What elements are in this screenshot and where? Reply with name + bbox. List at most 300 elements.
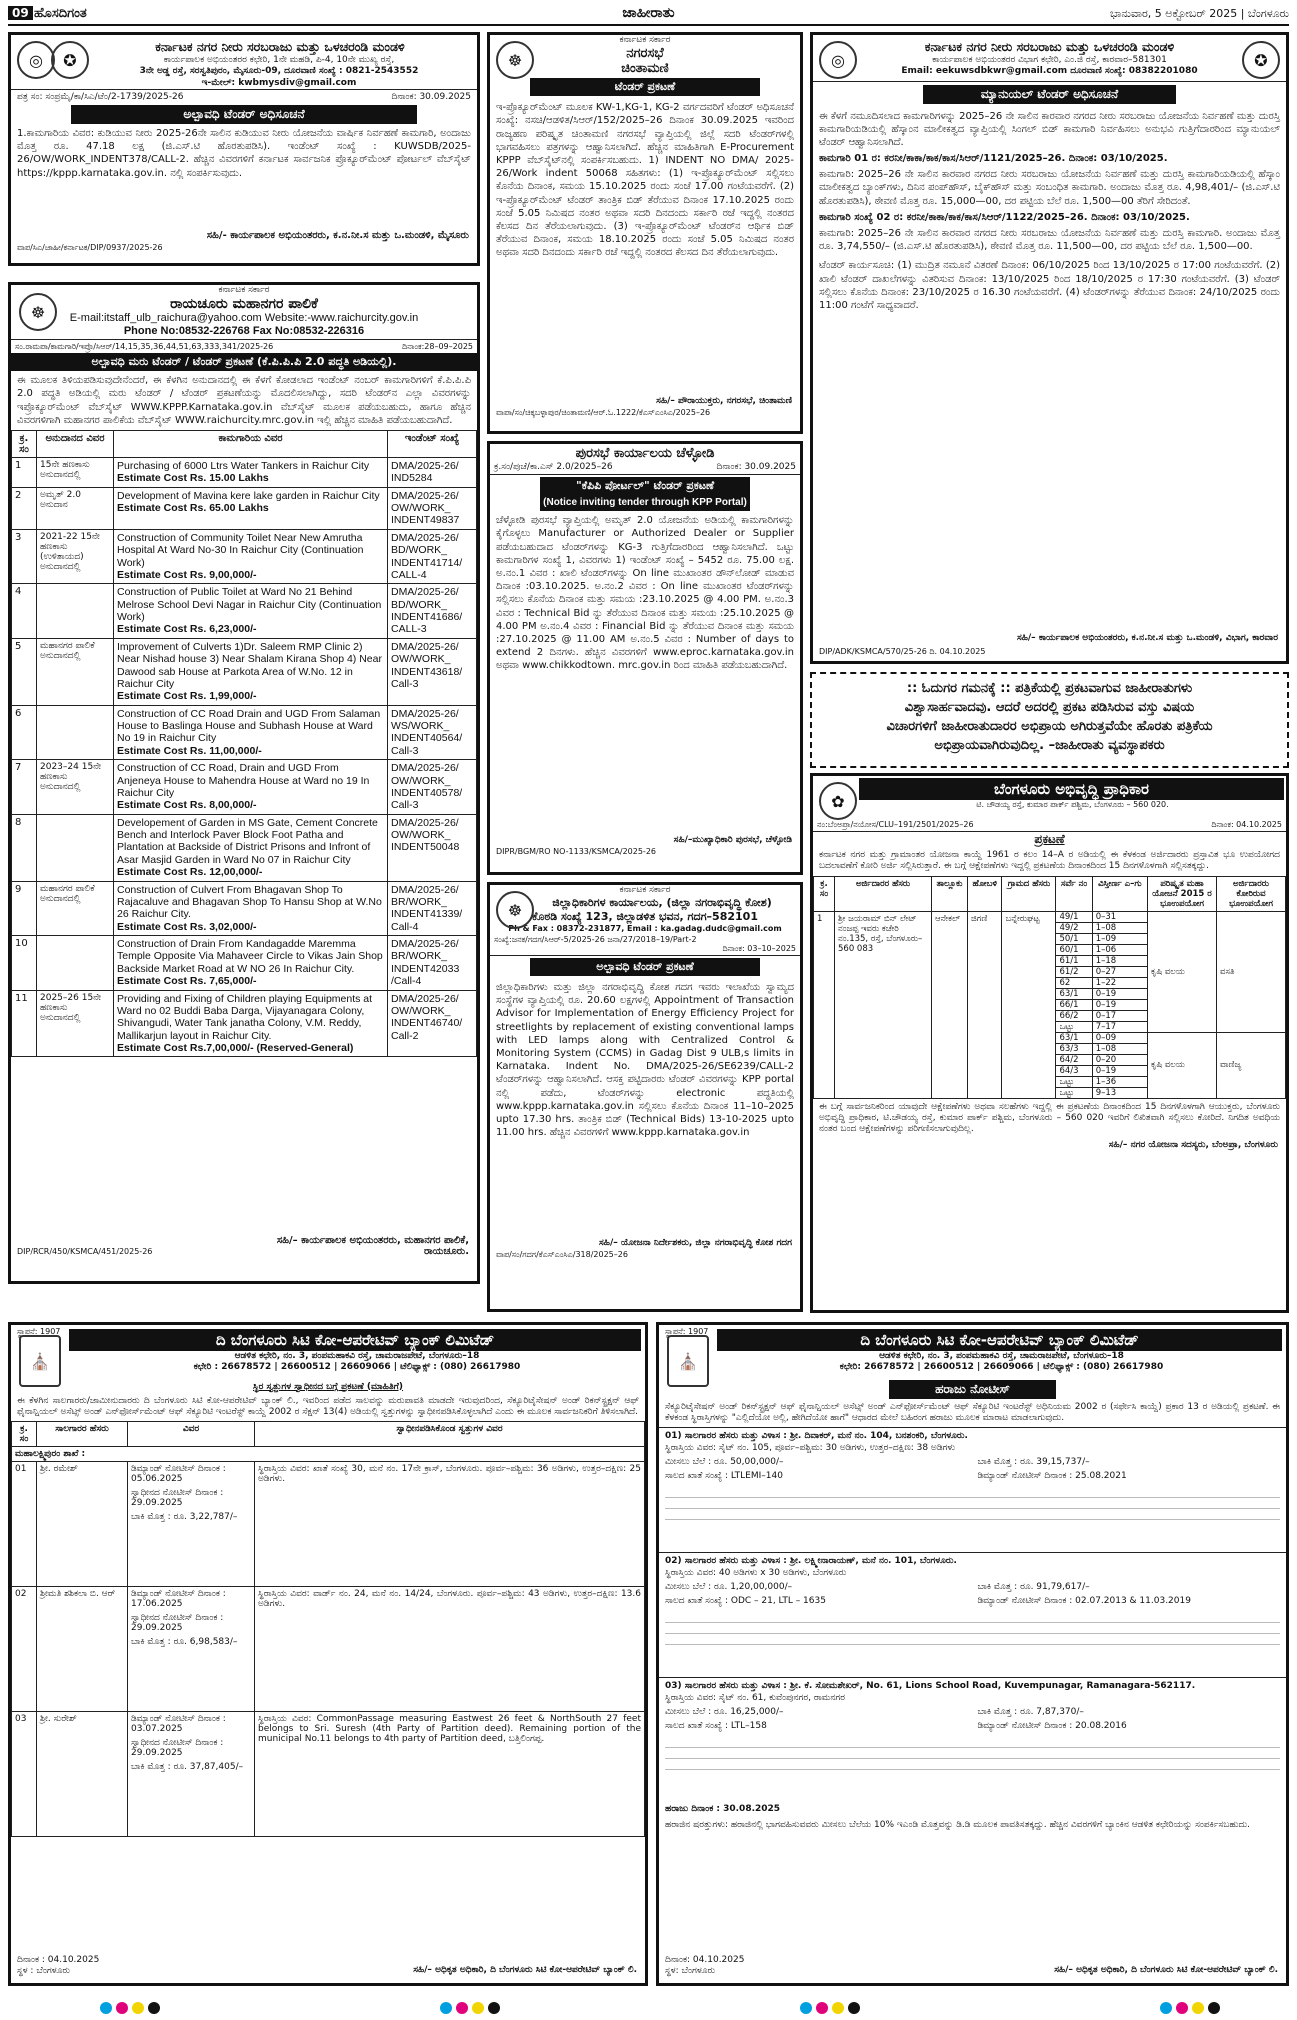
table-row <box>12 990 477 1057</box>
survey-area: 0–09 <box>1092 1032 1147 1043</box>
notice-body: ಜಿಲ್ಲಾಧಿಕಾರಿಗಳು ಮತ್ತು ಜಿಲ್ಲಾ ನಗರಾಭಿವೃದ್ಧಿ ಕೋಶ ಗದಗ ಇವರು ಇಲಾಖೆಯ ಸ್ವಾಮ್ಯದ ಸಂಸ್ಥೆಗಳ ವ್ಯಾಪ್ತಿಯಲ್ಲಿ ರೂ. 20.60 ಲಕ್ಷಗಳಲ್ಲಿ Appointment of Transaction Advisor for Implementation of Energy Efficiency Project for streetlights by replacement of existing conventional lamps with LED lamps along with Centralized Control & Monitoring System (CCMS) in Gadag Dist 9 ULB,s limits in Karnataka. Indent No. DMA/2025-26/SE6239/CALL-2 ಟೆಂಡರ್‌ಗಳನ್ನು ಆಹ್ವಾನಿಸಲಾಗಿದೆ. ಆಸಕ್ತ ಪಟ್ಟಿದಾರರು ಟೆಂಡರ್ ವಿವರಗಳನ್ನು KPP portal ನಲ್ಲಿ ಪಡೆದು, ಟೆಂಡರ್‌ಗಳನ್ನು electronic ಪದ್ಧತಿಯಲ್ಲಿ www.kppp.karnataka.gov.in ಸಲ್ಲಿಸಲು ಕೊನೆಯ ದಿನಾಂಕ 11–10–2025 upto 17.30 hrs. ತಾಂತ್ರಿಕ ಬಿಡ್ (Technical Bids) 13-10-2025 upto 11.00 hrs. ಹೆಚ್ಚಿನ ವಿವರಗಳಿಗೆ www.kppp.karnataka.gov.in <box>496 982 794 1139</box>
work-cell <box>114 457 388 487</box>
work-cell <box>114 936 388 991</box>
readers-notice <box>810 672 1289 768</box>
col-details: ವಿವರ <box>128 1422 255 1447</box>
survey-number: 62 <box>1056 977 1092 988</box>
survey-area: 0–19 <box>1092 999 1147 1010</box>
work-cell <box>114 529 388 584</box>
table-row <box>12 529 477 584</box>
estimate-cost: Estimate Cost Rs. 6,23,000/- <box>117 623 257 636</box>
notice-line-2: ವಿಶ್ವಾಸಾರ್ಹವಾದವು. ಆದರೆ ಅದರಲ್ಲಿ ಪ್ರಕಟ ಪಡಿಸಿರುವ ವಸ್ತು ವಿಷಯ <box>904 699 1195 715</box>
survey-area: 1–36 <box>1092 1076 1147 1087</box>
table-row <box>12 584 477 639</box>
survey-number: 63/1 <box>1056 1032 1092 1043</box>
office-line: ಕಾರ್ಯಪಾಲಕ ಅಭಿಯಂತರರ ಕಛೇರಿ, 1ನೇ ಮಹಡಿ, ಪಿ-4, 10ನೇ ಮುಖ್ಯ ರಸ್ತೆ, <box>163 55 395 65</box>
property-description: ಸ್ಥಿರಾಸ್ತಿಯ ವಿವರ: CommonPassage measuring Eastwest 26 feet & NorthSouth 27 feet belongs to Sri. Suresh (4th Party of Partition deed). Remaining portion of the municipal No.11 belongs to 4th party of Partition deed, ಬತ್ತಿಲಿಂಗಪ್ಪ. <box>255 1712 645 1837</box>
row-number: 6 <box>12 705 37 760</box>
notice-body: 1.ಕಾಮಗಾರಿಯ ವಿವರ: ಕುಡಿಯುವ ನೀರು 2025-26ನೇ ಸಾಲಿನ ಕುಡಿಯುವ ನೀರು ಯೋಜನೆಯ ವಾರ್ಷಿಕ ನಿರ್ವಹಣೆ ಕಾಮಗಾರಿ, ಅಂದಾಜು ಮೊತ್ತ ರೂ. 47.18 ಲಕ್ಷ (ಜಿ.ಎಸ್.ಟಿ ಹೊರತುಪಡಿಸಿ). ಇಂಡೆಂಟ್ ಸಂಖ್ಯೆ : KUWSDB/2025-26/OW/WORK_INDENT378/CALL-2. ಹೆಚ್ಚಿನ ವಿವರಗಳಿಗೆ ಕರ್ನಾಟಕ ಸಾರ್ವಜನಿಕ ಪ್ರೊಕ್ಯೂರ್‌ಮೆಂಟ್ ಪೋರ್ಟಲ್ ವೆಬ್‌ಸೈಟ್ https://kppp.karnataka.gov.in. ನಲ್ಲಿ ಸಂಪರ್ಕಿಸುವುದು. <box>17 128 471 179</box>
reserve-value: ಮೀಸಲು ಬೆಲೆ : ರೂ. 1,20,00,000/– <box>665 1582 793 1593</box>
date-value: ಡಿಮ್ಯಾಂಡ್ ನೋಟೀಸ್ ದಿನಾಂಕ : 25.08.2021 <box>977 1471 1127 1482</box>
estimate-cost: Estimate Cost Rs. 1,99,000/- <box>117 690 257 703</box>
table-row <box>12 1712 645 1837</box>
section-title: ಜಾಹೀರಾತು <box>622 5 675 21</box>
notice-date: ದಿನಾಂಕ : 04.10.2025 <box>17 1954 100 1965</box>
survey-number: 49/2 <box>1056 922 1092 933</box>
notice-intro: ಈ ಕೆಳಗೆ ನಮೂದಿಸಲಾದ ಕಾಮಗಾರಿಗಳನ್ನು 2025–26 ನೇ ಸಾಲಿನ ಕಾರವಾರ ನಗರದ ನೀರು ಸರಬರಾಜು ಯೋಜನೆಯ ನಿರ್ವಹಣೆ ಮತ್ತು ದುರಸ್ತಿ ಕಾಮಗಾರಿಯಡಿಯಲ್ಲಿ ಹೆಸ್ಕಾಂನ ಮಾಲೀಕತ್ವದ ವ್ಯಾಪ್ತಿಯಲ್ಲಿ ಸಿಂಗಲ್ ಬಿಡ್ ಕಾಮಗಾರಿ ನಿರ್ವಹಿಸಲು ಅನುಭವಿ ಗುತ್ತಿಗೆದಾರರಿಂದ ಮ್ಯಾನುಯಲ್ ಟೆಂಡರ್ ಆಹ್ವಾನಿಸಲಾಗಿದೆ. <box>819 110 1280 148</box>
hobli: ಜಿಗಣಿ <box>968 911 1002 1098</box>
bda-logo-icon: ✿ <box>819 782 857 820</box>
requested-use: ವಸತಿ <box>1217 911 1286 1032</box>
bank-possession-notice <box>8 1322 648 1986</box>
estimate-cost: Estimate Cost Rs. 12,00,000/- <box>117 866 263 879</box>
work-description: Providing and Fixing of Children playing Equipments at Ward no 02 Buddi Baba Darga, Vijayanagara Colony, Shivangudi, Water Tank janatha Colony, V.M. Reddy, Mallikarjun layout in Raichur City. <box>117 992 373 1042</box>
work-cell <box>114 705 388 760</box>
notice-subtitle: (Notice inviting tender through KPP Portal) <box>540 495 750 511</box>
date-value: ಡಿಮ್ಯಾಂಡ್ ನೋಟೀಸ್ ದಿನಾಂಕ : 20.08.2016 <box>977 1721 1127 1732</box>
survey-number: 60/1 <box>1056 944 1092 955</box>
property-description: ಸ್ಥಿರಾಸ್ತಿಯ ವಿವರ: ಖಾತೆ ಸಂಖ್ಯೆ 30, ಮನೆ ನಂ. 17ನೇ ಕ್ರಾಸ್, ಬೆಂಗಳೂರು. ಪೂರ್ವ–ಪಶ್ಚಿಮ: 36 ಅಡಿಗಳು, ಉತ್ತರ–ದಕ್ಷಿಣ: 25 ಅಡಿಗಳು. <box>255 1462 645 1587</box>
notice-title: ಅಲ್ಪಾವಧಿ ಮರು ಟೆಂಡರ್ / ಟೆಂಡರ್ ಪ್ರಕಟಣೆ (ಕೆ.ಪಿ.ಪಿ.ಪಿ 2.0 ಪದ್ಧತಿ ಅಡಿಯಲ್ಲಿ). <box>11 353 477 371</box>
row-number: 8 <box>12 814 37 881</box>
work-cell <box>114 584 388 639</box>
govt-emblem-icon: ☸ <box>496 891 534 929</box>
kuwsdb-mysore-tender <box>8 32 480 266</box>
notice-line-3: ವಿಚಾರಗಳಿಗೆ ಜಾಹೀರಾತುದಾರರ ಅಭಿಪ್ರಾಯ ಅಗಿರುತ್ತವೆಯೇ ಹೊರತು ಪತ್ರಿಕೆಯ <box>886 718 1213 734</box>
org-name: ನಗರಸಭೆ <box>626 46 664 62</box>
org-name: ಪುರಸಭೆ ಕಾರ್ಯಾಲಯ ಚೆಳ್ಳೋಡಿ <box>575 446 715 461</box>
notice-date: ದಿನಾಂಕ: 30.09.2025 <box>716 462 796 472</box>
indent-number: DMA/2025-26/ OW/WORK_ INDENT50048 <box>388 814 477 881</box>
color-dot <box>832 2002 844 2014</box>
issue-date: ಭಾನುವಾರ, 5 ಅಕ್ಟೋಬರ್ 2025 | ಬೆಂಗಳೂರು <box>1110 7 1289 20</box>
dip-code: DIP/RCR/450/KSMCA/451/2025-26 <box>17 1247 153 1257</box>
row-number: 2 <box>12 487 37 529</box>
color-dot <box>148 2002 160 2014</box>
col-work: ಕಾಮಗಾರಿಯ ವಿವರ <box>114 430 388 457</box>
notice-date: ದಿನಾಂಕ: 30.09.2025 <box>391 91 471 102</box>
row-number: 03 <box>12 1712 37 1837</box>
table-row <box>12 760 477 815</box>
survey-number: ಒಟ್ಟು <box>1056 1087 1092 1098</box>
account-value: ಸಾಲದ ಖಾತೆ ಸಂಖ್ಯೆ : LTLEMI–140 <box>665 1471 783 1482</box>
notice-place: ಸ್ಥಳ: ಬೆಂಗಳೂರು <box>665 1965 716 1976</box>
estimate-cost: Estimate Cost Rs. 8,00,000/- <box>117 799 257 812</box>
org-name: ಬೆಂಗಳೂರು ಅಭಿವೃದ್ಧಿ ಪ್ರಾಧಿಕಾರ <box>859 778 1284 800</box>
notice-footer: ಈ ಬಗ್ಗೆ ಸಾರ್ವಜನಿಕರಿಂದ ಯಾವುದೇ ಆಕ್ಷೇಪಣೆಗಳು ಅಥವಾ ಸಲಹೆಗಳು ಇದ್ದಲ್ಲಿ ಈ ಪ್ರಕಟಣೆಯ ದಿನಾಂಕದಿಂದ 15 ದಿನಗಳೊಳಗಾಗಿ ಆಯುಕ್ತರು, ಬೆಂಗಳೂರು ಅಭಿವೃದ್ಧಿ ಪ್ರಾಧಿಕಾರ, ಟಿ.ಚೌಡಯ್ಯ ರಸ್ತೆ, ಕುಮಾರ ಪಾರ್ಕ್ ಪಶ್ಚಿಮ, ಬೆಂಗಳೂರು – 560 020 ಇವರಿಗೆ ಲಿಖಿತವಾಗಿ ಸಲ್ಲಿಸಲು ಕೋರಿದೆ. ನಿಗದಿತ ಅವಧಿಯ ನಂತರ ಬಂದ ಆಕ್ಷೇಪಣೆಗಳನ್ನು ಪರಿಗಣಿಸಲಾಗುವುದಿಲ್ಲ. <box>819 1101 1280 1135</box>
notice-title: ಹರಾಜು ನೋಟೀಸ್ <box>889 1380 1056 1399</box>
notice-title: ಪ್ರಕಟಣೆ <box>1034 832 1065 847</box>
notice-details <box>128 1587 255 1712</box>
indent-number: DMA/2025-26/ OW/WORK_ INDENT43618/ Call-3 <box>388 638 477 705</box>
amount: ಬಾಕಿ ಮೊತ್ತ : ರೂ. 6,98,583/– <box>131 1637 238 1648</box>
reference-number: ಸಂಖ್ಯೆ:ಜನಕ/ಗದಗ/ಸಿಆರ್-5/2025-26 ಜನಾ/27/2018–19/Part-2 <box>494 934 697 944</box>
work-cell <box>114 881 388 936</box>
bank-logo-icon: ⛪ <box>667 1335 709 1387</box>
account-value: ಸಾಲದ ಖಾತೆ ಸಂಖ್ಯೆ : LTL–158 <box>665 1721 767 1732</box>
col-village: ಗ್ರಾಮದ ಹೆಸರು <box>1002 876 1056 911</box>
grant-source: 15ನೇ ಹಣಕಾಸು ಅನುದಾನದಲ್ಲಿ <box>37 457 114 487</box>
row-number: 11 <box>12 990 37 1057</box>
survey-area: 1–18 <box>1092 955 1147 966</box>
col-grant: ಅನುದಾನದ ವಿವರ <box>37 430 114 457</box>
applicant-name: ಶ್ರೀ ಜಯರಾಮ್ ಬಿನ್ ಲೇಟ್ ನಂಜಪ್ಪ ಇವರು ಕಚೇರಿ ನಂ.135, ರಸ್ತೆ, ಬೆಂಗಳೂರು–560 083 <box>835 911 932 1098</box>
email-line: E-mail:itstaff_ulb_raichura@yahoo.com Website:-www.raichurcity.gov.in <box>69 312 419 325</box>
notice-title: ಅಲ್ಪಾವಧಿ ಟೆಂಡರ್ ಅಧಿಸೂಚನೆ <box>71 105 417 124</box>
work-description: Construction of CC Road Drain and UGD From Salaman House to Baslinga House and Subhash House at Ward No 19 in Raichur City <box>117 707 381 745</box>
work-cell <box>114 487 388 529</box>
indent-number: DMA/2025-26/ BR/WORK_ INDENT41339/ Call-4 <box>388 881 477 936</box>
survey-area: 0–20 <box>1092 1054 1147 1065</box>
notice-title: ಅಲ್ಪಾವಧಿ ಟೆಂಡರ್ ಪ್ರಕಟಣೆ <box>530 958 760 976</box>
signature: ಸಹಿ/- ಕಾರ್ಯಪಾಲಕ ಅಭಿಯಂತರರು, ಕ.ನ.ನೀ.ಸ ಮತ್ತು ಒ.ಮಂಡಳಿ, ಮೈಸೂರು <box>206 230 469 241</box>
indent-number: DMA/2025-26/ OW/WORK_ INDENT40578/ Call-3 <box>388 760 477 815</box>
estimate-cost: Estimate Cost Rs. 65.00 Lakhs <box>117 502 269 515</box>
col-borrower: ಸಾಲಗಾರರ ಹೆಸರು <box>37 1422 128 1447</box>
grant-source: 2023–24 15ನೇ ಹಣಕಾಸು ಅನುದಾನದಲ್ಲಿ <box>37 760 114 815</box>
borrower-line: 02) ಸಾಲಗಾರರ ಹೆಸರು ಮತ್ತು ವಿಳಾಸ : ಶ್ರೀ. ಲಕ್ಷ್ಮೀನಾರಾಯಣ್, ಮನೆ ನಂ. 101, ಬೆಂಗಳೂರು. <box>665 1556 957 1566</box>
col-applicant: ಅರ್ಜಿದಾರರ ಹೆಸರು <box>835 876 932 911</box>
color-dot <box>1176 2002 1188 2014</box>
auction-item <box>659 1427 1286 1552</box>
auction-terms: ಹರಾಜಿನ ಷರತ್ತುಗಳು: ಹರಾಜಿನಲ್ಲಿ ಭಾಗವಹಿಸುವವರು ಮೀಸಲು ಬೆಲೆಯ 10% ಇಎಂಡಿ ಮೊತ್ತವನ್ನು ಡಿ.ಡಿ ಮೂಲಕ ಪಾವತಿಸತಕ್ಕದ್ದು. ಹೆಚ್ಚಿನ ವಿವರಗಳಿಗೆ ಬ್ಯಾಂಕಿನ ಆಡಳಿತ ಕಛೇರಿಯನ್ನು ಸಂಪರ್ಕಿಸಬಹುದು. <box>665 1820 1251 1831</box>
borrower-name: ಶ್ರೀಮತಿ ಶಶಿಕಲಾ ಬಿ. ಆರ್ <box>37 1587 128 1712</box>
reference-number: ಸಂ.ರಾಮಪಾ/ಕಾಮಗಾರಿ/ಇಪ್ರೊ/ಸಿಆರ್/14,15,35,36,44,51,63,333,341/2025-26 <box>15 341 274 351</box>
indent-number: DMA/2025-26/ OW/WORK_ INDENT46740/ Call-2 <box>388 990 477 1057</box>
work-cell <box>114 638 388 705</box>
existing-use: ಕೃಷಿ ವಲಯ <box>1148 1032 1217 1098</box>
auction-figures <box>665 1457 1280 1482</box>
color-dot <box>848 2002 860 2014</box>
table-row <box>12 487 477 529</box>
work-description: Improvement of Culverts 1)Dr. Saleem RMP Clinic 2) Near Nishad house 3) Near Shalam Kirana Shop 4) Near Dawood sab House at Parkota Area of W.No. 12 in Raichur City <box>117 640 382 690</box>
row-number: 7 <box>12 760 37 815</box>
table-row <box>12 705 477 760</box>
grant-source <box>37 936 114 991</box>
notice-body: ಇ-ಪ್ರೊಕ್ಯೂರ್‌ಮೆಂಟ್ ಮೂಲಕ KW-1,KG-1, KG-2 ವರ್ಗದವರಿಗೆ ಟೆಂಡರ್ ಅಧಿಸೂಚನೆ ಸಂಖ್ಯೆ: ನಸಚಿ/ಆಡಳಿತ/ಸಿಆರ್/152/2025–26 ದಿನಾಂಕ 30.09.2025 ಇವರಿಂದ ರಾಜ್ಯಹಣ ಪರಿಷ್ಕೃತ ಚಿಂತಾಮಣಿ ನಗರಸಭೆ ವ್ಯಾಪ್ತಿಯಲ್ಲಿ ಜಿಲ್ಲೆ ಸದರಿ ಟೆಂಡರ್‌ಗಳಲ್ಲಿ ಭಾಗವಹಿಸಲು ಪತ್ರಗಳನ್ನು ಆಹ್ವಾನಿಸಲಾಗಿದೆ. ಹೆಚ್ಚಿನ ಮಾಹಿತಿಗಾಗಿ E-Procurement KPPP ವೆಬ್‌ಸೈಟ್‌ನಲ್ಲಿ ಸಂಪರ್ಕಿಸಬಹುದು. 1) INDENT NO DMA/ 2025-26/Work indent 50068 ಸಹಿತಗಳು: (1) ಇ-ಪ್ರೊಕ್ಯೂರ್‌ಮೆಂಟ್ ಸಲ್ಲಿಸಲು ಕೊನೆಯ ದಿನಾಂಕ, ಸಮಯ 15.10.2025 ರಂದು ಸಂಜೆ 17.00 ಗಂಟೆಯವರೆಗೆ. (2) ಇ-ಪ್ರೊಕ್ಯೂರ್‌ಮೆಂಟ್ ಟೆಂಡರ್ ತಾಂತ್ರಿಕ ಬಿಡ್ ತೆರೆಯುವ ದಿನಾಂಕ 17.10.2025 ರಂದು ಸಂಜೆ 5.05 ನಿಮಿಷದ ನಂತರ ಅಥವಾ ಸದರಿ ದಿನದಂದು ಸರ್ಕಾರಿ ರಜೆ ಇದ್ದಲ್ಲಿ ನಂತರದ ಕೆಲಸದ ದಿನ ತೆರೆಯಲಾಗುವುದು. (3) ಇ-ಪ್ರೊಕ್ಯೂರ್‌ಮೆಂಟ್ ಟೆಂಡರ್‌ನ ಆರ್ಥಿಕ ಬಿಡ್ ತೆರೆಯುವ ದಿನಾಂಕ, ಸಮಯ 18.10.2025 ರಂದು ಸಂಜೆ 5.05 ನಿಮಿಷದ ನಂತರ ಅಥವಾ ಸದರಿ ದಿನದಂದು ಸರ್ಕಾರಿ ರಜೆ ಇದ್ದಲ್ಲಿ ನಂತರದ ಕೆಲಸದ ದಿನ ತೆರೆಯಲಾಗುವುದು. <box>496 102 794 259</box>
work-description: Construction of CC Road, Drain and UGD From Anjeneya House to Mahendra House at Ward no 19 In Raichur City <box>117 762 370 799</box>
dip-code: ವಾಪಾ/ಸಂ/ಚಿಕ್ಕಬಳ್ಳಾಪುರ/ಚಿಂತಾಮಣಿ/ಆರ್.ಓ.1222/ಕೆಎಸ್‌ಎಂಸಿಎ/2025–26 <box>496 408 711 418</box>
existing-use: ಕೃಷಿ ವಲಯ <box>1148 911 1217 1032</box>
table-row <box>814 911 1286 922</box>
dip-code: DIP/ADK/KSMCA/570/25-26 ದಿ. 04.10.2025 <box>819 647 986 657</box>
work-description: Development of Mavina kere lake garden in Raichur City <box>117 489 380 502</box>
notice-intro: ಈ ಕೆಳಗಿನ ಸಾಲಗಾರರು/ಜಾಮೀನುದಾರರು ದಿ ಬೆಂಗಳೂರು ಸಿಟಿ ಕೋ-ಆಪರೇಟಿವ್ ಬ್ಯಾಂಕ್ ಲಿ., ಇವರಿಂದ ಪಡೆದ ಸಾಲವನ್ನು ಮರುಪಾವತಿ ಮಾಡದೇ ಇರುವುದರಿಂದ, ಸೆಕ್ಯೂರಿಟೈಸೇಷನ್ ಅಂಡ್ ರಿಕನ್‌ಸ್ಟ್ರಕ್ಷನ್ ಆಫ್ ಫೈನಾನ್ಷಿಯಲ್ ಅಸೆಟ್ಸ್ ಅಂಡ್ ಎನ್‌ಫೋರ್ಸ್‌ಮೆಂಟ್ ಆಫ್ ಸೆಕ್ಯೂರಿಟಿ ಇಂಟರೆಸ್ಟ್ ಕಾಯ್ದೆ 2002 ರ ಸೆಕ್ಷನ್ 13(4) ಅಡಿಯಲ್ಲಿ ಸ್ವತ್ತುಗಳನ್ನು ಸ್ವಾಧೀನಪಡಿಸಿಕೊಳ್ಳಲಾಗಿದೆ ಎಂದು ಈ ಮೂಲಕ ಸಾರ್ವಜನಿಕರಿಗೆ ತಿಳಿಸಲಾಗಿದೆ. <box>17 1395 639 1417</box>
table-row <box>12 1587 645 1712</box>
color-dot <box>816 2002 828 2014</box>
color-dot <box>456 2002 468 2014</box>
borrower-line: 03) ಸಾಲಗಾರರ ಹೆಸರು ಮತ್ತು ವಿಳಾಸ : ಶ್ರೀ. ಕೆ. ಸೋಮಶೇಖರ್, No. 61, Lions School Road, Kuvempunagar, Ramanagara-562117. <box>665 1681 1196 1691</box>
work-1-text: ಕಾಮಗಾರಿ: 2025–26 ನೇ ಸಾಲಿನ ಕಾರವಾರ ನಗರದ ನೀರು ಸರಬರಾಜು ಯೋಜನೆಯ ನಿರ್ವಹಣೆ ಮತ್ತು ದುರಸ್ತಿ ಕಾಮಗಾರಿಯಡಿಯಲ್ಲಿ ಹೆಸ್ಕಾಂ ಮಾಲೀಕತ್ವದ ಬ್ಯಾಂಕ್‌ಗಳು, ದಿನಿನ ಪಂಪ್‌ಹೌಸ್, ಬೈಕ್‌ಹೌಸ್ ಮತ್ತು ಸಂಬಂಧಿತ ಕಾಮಗಾರಿ. ಅಂದಾಜು ಮೊತ್ತ ರೂ. 4,98,401/– (ಜಿ.ಎಸ್.ಟಿ ಹೊರತುಪಡಿಸಿ), ಠೇವಣಿ ಮೊತ್ತ ರೂ. 15,000—00, ದರ ಪಟ್ಟಿಯ ಬೆಲೆ ರೂ. 1,500—00 ತೆರಿಗೆ ಸೇರಿದಂತೆ. <box>819 169 1280 207</box>
color-dot <box>440 2002 452 2014</box>
color-dot <box>1192 2002 1204 2014</box>
grant-source: 2025–26 15ನೇ ಹಣಕಾಸು ಅನುದಾನದಲ್ಲಿ <box>37 990 114 1057</box>
indent-number: DMA/2025-26/ BD/WORK_ INDENT41714/ CALL-4 <box>388 529 477 584</box>
board-seal-icon: ✪ <box>51 41 89 79</box>
bank-name: ದಿ ಬೆಂಗಳೂರು ಸಿಟಿ ಕೋ-ಆಪರೇಟಿವ್ ಬ್ಯಾಂಕ್ ಲಿಮಿಟೆಡ್ <box>717 1329 1282 1351</box>
auction-figures <box>665 1707 1280 1732</box>
color-dot <box>1160 2002 1172 2014</box>
row-number: 1 <box>814 911 835 1098</box>
col-no: ಕ್ರ. ಸಂ <box>12 1422 37 1447</box>
survey-area: 1–09 <box>1092 933 1147 944</box>
survey-number: ಒಟ್ಟು <box>1056 1021 1092 1032</box>
govt-line: ಕರ್ನಾಟಕ ಸರ್ಕಾರ <box>218 285 270 295</box>
notice-body: ಚೆಳ್ಳೋಡಿ ಪುರಸಭೆ ವ್ಯಾಪ್ತಿಯಲ್ಲಿ ಅಮೃತ್ 2.0 ಯೋಜನೆಯ ಅಡಿಯಲ್ಲಿ ಕಾಮಗಾರಿಗಳನ್ನು ಕೈಗೊಳ್ಳಲು Manufacturer or Authorized Dealer or Supplier ಪಡೆಯಬಹುದಾದ ಟೆಂಡರ್‌ಗಳನ್ನು KG-3 ಗುತ್ತಿಗೆದಾರರಿಂದ ಆಹ್ವಾನಿಸಲಾಗಿದೆ. ಒಟ್ಟು ಕಾಮಗಾರಿಗಳ ಸಂಖ್ಯೆ 1, ವಿವರಗಳು 1) ಇಂಡೆಂಟ್ ಸಂಖ್ಯೆ – 5452 ರೂ. 75.00 ಲಕ್ಷ. ಅ.ನಂ.1 ವಿವರ : ಖಾಲಿ ಟೆಂಡರ್‌ಗಳನ್ನು On line ಮುಖಾಂತರ ಡೌನ್‌ಲೋಡ್ ಮಾಡುವ ದಿನಾಂಕ :03.10.2025. ಅ.ನಂ.2 ವಿವರ : On line ಮುಖಾಂತರ ಟೆಂಡರ್‌ಗಳನ್ನು ಸಲ್ಲಿಸಲು ಕೊನೆಯ ದಿನಾಂಕ ಮತ್ತು ಸಮಯ :23.10.2025 @ 4.00 PM. ಅ.ನಂ.3 ವಿವರ : Technical Bid ನ್ನು ತೆರೆಯುವ ದಿನಾಂಕ ಮತ್ತು ಸಮಯ :25.10.2025 @ 4.00 PM ಅ.ನಂ.4 ವಿವರ : Financial Bid ನ್ನು ತೆರೆಯುವ ದಿನಾಂಕ ಮತ್ತು ಸಮಯ :27.10.2025 @ 11.00 AM ಅ.ನಂ.5 ವಿವರ : Number of days to extend 2 ದಿನಗಳು. ಹೆಚ್ಚಿನ ವಿವರಗಳಿಗೆ www.eproc.karnataka.gov.in ಅಥವಾ www.chikkodtown. mrc.gov.in ರಿಂದ ಮಾಹಿತಿ ಪಡೆಯಬಹುದಾಗಿದೆ. <box>496 515 794 672</box>
signature: ಸಹಿ/–ಮುಖ್ಯಾಧಿಕಾರಿ ಪುರಸಭೆ, ಚೆಳ್ಳೋಡಿ <box>673 835 792 846</box>
signature: ಸಹಿ/– ಪೌರಾಯುಕ್ತರು, ನಗರಸಭೆ, ಚಿಂತಾಮಣಿ <box>656 396 792 407</box>
reference-number: ನಂ:ಬೆಂಅಪ್ರಾ/ನಯೋಸ/CLU–191/2501/2025–26 <box>817 819 974 829</box>
grant-source: ಅಮೃತ್ 2.0 ಅನುದಾನ <box>37 487 114 529</box>
poss-date: ಸ್ವಾಧೀನದ ನೋಟೀಸ್ ದಿನಾಂಕ : 29.09.2025 <box>131 1613 224 1634</box>
work-2 <box>813 211 1286 257</box>
work-1-ref: ಕಾಮಗಾರಿ 01 ರ: ಕರನೀ/ಕಾಕಾ/ಕಾಕ/ಕಾಸ/ಸಿಆರ್/1121/2025–26. ದಿನಾಂಕ: 03/10/2025. <box>819 153 1168 165</box>
notice-line-4: ಅಭಿಪ್ರಾಯವಾಗಿರುವುದಿಲ್ಲ. –ಜಾಹೀರಾತು ವ್ಯವಸ್ಥಾಪಕರು <box>934 737 1165 753</box>
established-line: ಸ್ಥಾಪನೆ: 1907 <box>17 1327 61 1336</box>
chikkodi-tender <box>487 441 803 875</box>
requested-use: ವಾಣಿಜ್ಯ <box>1217 1032 1286 1098</box>
work-cell <box>114 760 388 815</box>
signature: ಸಹಿ/– ಯೋಜನಾ ನಿರ್ದೇಶಕರು, ಜಿಲ್ಲಾ ನಗರಾಭಿವೃದ್ಧಿ ಕೋಶ ಗದಗ <box>599 1238 792 1249</box>
table-row <box>12 638 477 705</box>
color-dot <box>488 2002 500 2014</box>
col-no: ಕ್ರ. ಸಂ <box>814 876 835 911</box>
bank-logo-icon: ⛪ <box>19 1335 61 1387</box>
dip-code: ವಾಪ/ಸಿಎ/ಜಾಹೀ/ಕರ್ನಾಟಕ/DIP/0937/2025-26 <box>17 243 163 252</box>
notice-date: ದಿನಾಂಕ: 04.10.2025 <box>665 1954 745 1965</box>
chintamani-tender <box>487 32 803 434</box>
notice-title: "ಕೆಪಿಪಿ ಪೋರ್ಟಲ್" ಟೆಂಡರ್ ಪ್ರಕಟಣೆ <box>540 477 750 495</box>
survey-area: 1–06 <box>1092 944 1147 955</box>
amount: ಬಾಕಿ ಮೊತ್ತ : ರೂ. 37,87,405/– <box>131 1762 244 1773</box>
grant-source: 2021-22 15ನೇ ಹಣಕಾಸು (ಉಳಿತಾಯದ) ಅನುದಾನದಲ್ಲಿ <box>37 529 114 584</box>
row-number: 10 <box>12 936 37 991</box>
reserve-value: ಮೀಸಲು ಬೆಲೆ : ರೂ. 16,25,000/– <box>665 1707 784 1718</box>
notice-details <box>128 1712 255 1837</box>
notice-title: ಸ್ಥಿರ ಸ್ವತ್ತುಗಳ ಸ್ವಾಧೀನದ ಬಗ್ಗೆ ಪ್ರಕಟಣೆ (ಮಾಹಿತಿಗೆ) <box>252 1381 404 1392</box>
indent-number: DMA/2025-26/ BD/WORK_ INDENT41686/ CALL-3 <box>388 584 477 639</box>
borrower-line: 01) ಸಾಲಗಾರರ ಹೆಸರು ಮತ್ತು ವಿಳಾಸ : ಶ್ರೀ. ದಿವಾಕರ್, ಮನೆ ನಂ. 104, ಬನಶಂಕರಿ, ಬೆಂಗಳೂರು. <box>665 1431 968 1441</box>
row-number: 9 <box>12 881 37 936</box>
work-cell <box>114 990 388 1057</box>
row-number: 5 <box>12 638 37 705</box>
land-use-table <box>813 876 1286 1099</box>
survey-number: 64/2 <box>1056 1054 1092 1065</box>
survey-number: 63/3 <box>1056 1043 1092 1054</box>
signature: ಸಹಿ/– ಅಧಿಕೃತ ಅಧಿಕಾರಿ, ದಿ ಬೆಂಗಳೂರು ಸಿಟಿ ಕೋ-ಆಪರೇಟಿವ್ ಬ್ಯಾಂಕ್ ಲಿ. <box>1054 1965 1278 1975</box>
color-dot <box>100 2002 112 2014</box>
property-line: ಸ್ಥಿರಾಸ್ತಿಯ ವಿವರ: ಸೈಟ್ ನಂ. 105, ಪೂರ್ವ–ಪಶ್ಚಿಮ: 30 ಅಡಿಗಳು, ಉತ್ತರ–ದಕ್ಷಿಣ: 38 ಅಡಿಗಳು <box>665 1442 956 1453</box>
work-description: Purchasing of 6000 Ltrs Water Tankers in Raichur City <box>117 459 370 472</box>
paper-name: ಹೊಸದಿಗಂತ <box>34 6 87 21</box>
notice-date: ಡಿಮ್ಯಾಂಡ್ ನೋಟೀಸ್ ದಿನಾಂಕ : 03.07.2025 <box>131 1714 226 1735</box>
tender-schedule: ಟೆಂಡರ್ ಕಾರ್ಯಸೂಚಿ: (1) ಮುದ್ರಿತ ನಮೂನೆ ವಿತರಣೆ ದಿನಾಂಕ: 06/10/2025 ರಿಂದ 13/10/2025 ರ 17:00 ಗಂಟೆಯವರೆಗೆ. (2) ಖಾಲಿ ಟೆಂಡರ್ ದಾಖಲೆಗಳನ್ನು ವಿತರಿಸುವ ದಿನಾಂಕ: 13/10/2025 ರಿಂದ 18/10/2025 ರ 17:30 ಗಂಟೆಯವರೆಗೆ. (3) ಟೆಂಡರ್ ಸಲ್ಲಿಸಲು ಕೊನೆಯ ದಿನಾಂಕ: 23/10/2025 ರ 16.30 ಗಂಟೆಯವರೆಗೆ. (4) ಟೆಂಡರ್‌ಗಳನ್ನು ತೆರೆಯುವ ದಿನಾಂಕ: 24/10/2025 ರಂದು 11:00 ಗಂಟೆಗೆ ಸಾಧ್ಯವಾದರೆ. <box>819 260 1280 311</box>
contact-line: Ph & Fax : 08372-231877, Email : ka.gadag.dudc@gmail.com <box>508 924 782 934</box>
color-dot <box>800 2002 812 2014</box>
survey-number: 63/1 <box>1056 988 1092 999</box>
possession-table <box>11 1421 645 1837</box>
survey-area: 0–27 <box>1092 966 1147 977</box>
work-description: Construction of Culvert From Bhagavan Shop To Rajacaluve and Bhagavan Shop To Hansu Shop at W.No 26 Raichur City. <box>117 883 382 921</box>
address-line: ಕೊಠಡಿ ಸಂಖ್ಯೆ 123, ಜಿಲ್ಲಾಡಳಿತ ಭವನ, ಗದಗ–582101 <box>532 910 758 924</box>
signature: ಸಹಿ/– ನಗರ ಯೋಜನಾ ಸದಸ್ಯರು, ಬೆಂಅಪ್ರಾ, ಬೆಂಗಳೂರು <box>1108 1140 1278 1151</box>
registration-marks <box>0 1994 1297 2020</box>
poss-date: ಸ್ವಾಧೀನದ ನೋಟೀಸ್ ದಿನಾಂಕ : 29.09.2025 <box>131 1488 224 1509</box>
indent-number: DMA/2025-26/ IND5284 <box>388 457 477 487</box>
reference-number: ಪತ್ರ ಸಂ: ಸಂಪ್ರಮೈ/ಕಾ/ಸಿಎ/ಟೆಂ/2-1739/2025-26 <box>17 91 184 102</box>
survey-area: 7–17 <box>1092 1021 1147 1032</box>
work-2-ref: ಕಾಮಗಾರಿ ಸಂಖ್ಯೆ 02 ರ: ಕರನೀ/ಕಾಕಾ/ಕಾಕ/ಕಾಸ/ಸಿಆರ್/1122/2025–26. ದಿನಾಂಕ: 03/10/2025. <box>819 211 1190 223</box>
fine-print <box>665 1487 1280 1527</box>
bank-auction-notice <box>656 1322 1289 1986</box>
board-logo-icon: ◎ <box>17 41 55 79</box>
survey-area: 1–08 <box>1092 922 1147 933</box>
notice-title: ಮ್ಯಾನುಯಲ್ ಟೆಂಡರ್ ಅಧಿಸೂಚನೆ <box>923 85 1176 104</box>
auction-item <box>659 1552 1286 1677</box>
estimate-cost: Estimate Cost Rs. 15.00 Lakhs <box>117 472 269 485</box>
estimate-cost: Estimate Cost Rs. 9,00,000/- <box>117 568 257 581</box>
date-value: ಡಿಮ್ಯಾಂಡ್ ನೋಟೀಸ್ ದಿನಾಂಕ : 02.07.2013 & 11.03.2019 <box>977 1596 1191 1607</box>
survey-number: 50/1 <box>1056 933 1092 944</box>
notice-intro: ಈ ಮೂಲಕ ತಿಳಿಯಪಡಿಸುವುದೇನೆಂದರೆ, ಈ ಕೆಳಗಿನ ಅನುದಾನದಲ್ಲಿ ಈ ಕೆಳಗೆ ಕೋಡಲಾದ ಇಂಡೆಂಟ್ ನಂಬರ್ ಕಾಮಗಾರಿಗಳಿಗೆ ಕೆ.ಪಿ.ಪಿ.ಪಿ 2.0 ಪದ್ಧತಿ ಅಡಿಯಲ್ಲಿ ಮರು ಟೆಂಡರ್ / ಟೆಂಡರ್ ಪ್ರಕಟಣೆಯನ್ನು ಮೊದಲಿಸಲಾಗಿದ್ದು, ಸದರಿ ಟೆಂಡರ್‌ನ ಎಲ್ಲಾ ವಿವರಗಳನ್ನು ಇಪ್ರೊಕ್ಯೂರ್‌ಮೆಂಟ್ ವೆಬ್‌ಸೈಟ್ WWW.KPPP.Karnataka.gov.in ವೆಬ್‌ಸೈಟ್ ಮೂಲಕ ಪಡೆಯಬಹುದು, ಹಾಗೂ ಹೆಚ್ಚಿನ ವಿವರಗಳಿಗಾಗಿ ಮಹಾನಗರ ಪಾಲಿಕೆಯ ವೆಬ್‌ಸೈಟ್ WWW.raichurcity.mrc.gov.in ಇಲ್ಲಿ ಹೆಚ್ಚಿನ ಮಾಹಿತಿ ಪಡೆಯಬಹುದಾಗಿದೆ. <box>17 375 471 426</box>
estimate-cost: Estimate Cost Rs. 3,02,000/- <box>117 920 257 933</box>
address-line: ಕಾರ್ಯಪಾಲಕ ಅಭಿಯಂತರರ ವಿಭಾಗ ಕಛೇರಿ, ಎಂ.ಜಿ ರಸ್ತೆ, ಕಾರವಾರ–581301 <box>932 55 1167 65</box>
row-number: 01 <box>12 1462 37 1587</box>
poss-date: ಸ್ವಾಧೀನದ ನೋಟೀಸ್ ದಿನಾಂಕ : 29.09.2025 <box>131 1738 224 1759</box>
work-description: Developement of Garden in MS Gate, Cement Concrete Bench and Interlock Paver Block Foot Patha and Plantation at Backside of District Prisons and Infront of Asar Masjid Garden in Ward No 07 in Raichur City <box>117 816 378 866</box>
survey-number: ಒಟ್ಟು <box>1056 1076 1092 1087</box>
survey-area: 1–22 <box>1092 977 1147 988</box>
signature: ಸಹಿ/– ಕಾರ್ಯಪಾಲಕ ಅಭಿಯಂತರರು, ಕ.ನ.ನೀ.ಸ ಮತ್ತು ಒ.ಮಂಡಳಿ, ವಿಭಾಗ, ಕಾರವಾರ <box>1016 633 1278 643</box>
table-row <box>12 936 477 991</box>
notice-intro: ಸೆಕ್ಯೂರಿಟೈಸೇಷನ್ ಅಂಡ್ ರಿಕನ್‌ಸ್ಟ್ರಕ್ಷನ್ ಆಫ್ ಫೈನಾನ್ಷಿಯಲ್ ಅಸೆಟ್ಸ್ ಅಂಡ್ ಎನ್‌ಫೋರ್ಸ್‌ಮೆಂಟ್ ಆಫ್ ಸೆಕ್ಯೂರಿಟಿ ಇಂಟರೆಸ್ಟ್ ಅಧಿನಿಯಮ 2002 ರ (ಸರ್ಫೇಸಿ ಕಾಯ್ದೆ) ಪ್ರಕಾರ 13 ರ ಅಡಿಯಲ್ಲಿ ಪ್ರಕಟಣೆ. ಈ ಕೆಳಕಂಡ ಸ್ಥಿರಾಸ್ತಿಗಳನ್ನು "ಎಲ್ಲಿದೆಯೋ ಅಲ್ಲಿ, ಹೇಗಿದೆಯೋ ಹಾಗೆ" ಆಧಾರದ ಮೇಲೆ ಬಹಿರಂಗ ಹರಾಜು ಮೂಲಕ ಮಾರಾಟ ಮಾಡಲಾಗುವುದು. <box>665 1401 1280 1423</box>
contact-line: Email: eekuwsdbkwr@gmail.com ದೂರವಾಣಿ ಸಂಖ್ಯೆ: 08382201080 <box>901 66 1198 77</box>
row-number: 3 <box>12 529 37 584</box>
notice-date: ದಿನಾಂಕ:28–09–2025 <box>402 341 473 351</box>
govt-line: ಕರ್ನಾಟಕ ಸರ್ಕಾರ <box>619 885 671 895</box>
works-table <box>11 430 477 1058</box>
govt-emblem-icon: ☸ <box>19 293 57 331</box>
property-description: ಸ್ಥಿರಾಸ್ತಿಯ ವಿವರ: ವಾರ್ಡ್ ನಂ. 24, ಮನೆ ನಂ. 14/24, ಬೆಂಗಳೂರು. ಪೂರ್ವ–ಪಶ್ಚಿಮ: 43 ಅಡಿಗಳು, ಉತ್ತರ–ದಕ್ಷಿಣ: 13.6 ಅಡಿಗಳು. <box>255 1587 645 1712</box>
table-row <box>12 1462 645 1587</box>
notice-line-1: :: ಓದುಗರ ಗಮನಕ್ಕೆ :: ಪತ್ರಿಕೆಯಲ್ಲಿ ಪ್ರಕಟವಾಗುವ ಜಾಹೀರಾತುಗಳು <box>906 681 1193 696</box>
raichur-tender <box>8 282 480 1284</box>
survey-number: 66/1 <box>1056 999 1092 1010</box>
bank-phone: ಕಛೇರಿ : 26678572 | 26600512 | 26609066 | ಟೆಲಿಫ್ಯಾಕ್ಸ್ : (080) 26617980 <box>193 1362 521 1373</box>
place-name: ಚಿಂತಾಮಣಿ <box>621 61 669 77</box>
property-line: ಸ್ಥಿರಾಸ್ತಿಯ ವಿವರ: 40 ಅಡಿಗಳು x 30 ಅಡಿಗಳು, ಬೆಂಗಳೂರು <box>665 1567 847 1578</box>
dues-value: ಬಾಕಿ ಮೊತ್ತ : ರೂ. 39,15,737/– <box>977 1457 1090 1468</box>
col-indent: ಇಂಡೆಂಟ್ ಸಂಖ್ಯೆ <box>388 430 477 457</box>
gadag-tender <box>487 882 803 1312</box>
phone-line: Phone No:08532-226768 Fax No:08532-226316 <box>123 325 365 338</box>
auction-date: ಹರಾಜು ದಿನಾಂಕ : 30.08.2025 <box>665 1804 781 1814</box>
auction-item <box>659 1677 1286 1802</box>
work-description: Construction of Drain From Kandagadde Maremma Temple Opposite Via Mahaveer Circle to Vikas Jain Shop Backside Market Road at W NO 26 In Raichur City. <box>117 938 383 975</box>
notice-date: ಡಿಮ್ಯಾಂಡ್ ನೋಟೀಸ್ ದಿನಾಂಕ : 05.06.2025 <box>131 1464 226 1485</box>
masthead <box>8 4 1289 26</box>
page-number: 09 <box>8 6 33 20</box>
org-name: ಕರ್ನಾಟಕ ನಗರ ನೀರು ಸರಬರಾಜು ಮತ್ತು ಒಳಚರಂಡಿ ಮಂಡಳಿ <box>155 39 405 54</box>
reserve-value: ಮೀಸಲು ಬೆಲೆ : ರೂ. 50,00,000/– <box>665 1457 784 1468</box>
work-cell <box>114 814 388 881</box>
notice-title: ಟೆಂಡರ್ ಪ್ರಕಟಣೆ <box>530 78 760 96</box>
estimate-cost: Estimate Cost Rs.7,00,000/- (Reserved-General) <box>117 1042 354 1055</box>
table-row <box>12 881 477 936</box>
col-existing-use: ಪರಿಷ್ಕೃತ ಮಹಾ ಯೋಜನೆ 2015 ರ ಭೂಉಪಯೋಗ <box>1148 876 1217 911</box>
govt-emblem-icon: ☸ <box>496 41 534 79</box>
govt-line: ಕರ್ನಾಟಕ ಸರ್ಕಾರ <box>619 35 671 45</box>
survey-number: 66/2 <box>1056 1010 1092 1021</box>
work-description: Construction of Community Toilet Near New Amrutha Hospital At Ward No-30 In Raichur City (Continuation Work) <box>117 531 364 569</box>
grant-source: ಮಹಾನಗರ ಪಾಲಿಕೆ ಅನುದಾನದಲ್ಲಿ <box>37 881 114 936</box>
grant-source <box>37 705 114 760</box>
borrower-name: ಶ್ರೀ. ಸುರೇಶ್ <box>37 1712 128 1837</box>
amount: ಬಾಕಿ ಮೊತ್ತ : ರೂ. 3,22,787/– <box>131 1512 238 1523</box>
board-seal-icon: ✪ <box>1242 41 1280 79</box>
survey-area: 0–17 <box>1092 1010 1147 1021</box>
col-area: ವಿಸ್ತೀರ್ಣ ಎ–ಗು <box>1092 876 1147 911</box>
col-property: ಸ್ವಾಧೀನಪಡಿಸಿಕೊಂಡ ಸ್ವತ್ತುಗಳ ವಿವರ <box>255 1422 645 1447</box>
survey-area: 9–13 <box>1092 1087 1147 1098</box>
row-number: 4 <box>12 584 37 639</box>
survey-number: 61/2 <box>1056 966 1092 977</box>
address-line: ಟಿ. ಚೌಡಯ್ಯ ರಸ್ತೆ, ಕುಮಾರ ಪಾರ್ಕ್ ಪಶ್ಚಿಮ, ಬೆಂಗಳೂರು – 560 020. <box>976 800 1169 809</box>
col-requested-use: ಅರ್ಜಿದಾರರು ಕೋರಿರುವ ಭೂಉಪಯೋಗ <box>1217 876 1286 911</box>
bank-name: ದಿ ಬೆಂಗಳೂರು ಸಿಟಿ ಕೋ-ಆಪರೇಟಿವ್ ಬ್ಯಾಂಕ್ ಲಿಮಿಟೆಡ್ <box>69 1329 641 1351</box>
fine-print <box>665 1612 1280 1652</box>
notice-intro: ಕರ್ನಾಟಕ ನಗರ ಮತ್ತು ಗ್ರಾಮಾಂತರ ಯೋಜನಾ ಕಾಯ್ದೆ 1961 ರ ಕಲಂ 14–A ರ ಅಡಿಯಲ್ಲಿ ಈ ಕೆಳಕಂಡ ಅರ್ಜಿದಾರರು ಪ್ರಸ್ತಾವಿತ ಭೂ ಉಪಯೋಗದ ಬದಲಾವಣೆಗೆ ಕೋರಿ ಅರ್ಜಿ ಸಲ್ಲಿಸಿರುತ್ತಾರೆ. ಈ ಬಗ್ಗೆ ಆಕ್ಷೇಪಣೆಗಳು ಇದ್ದಲ್ಲಿ ಪ್ರಕಟಣೆಯ ದಿನಾಂಕದಿಂದ 15 ದಿನಗಳೊಳಗಾಗಿ ಸಲ್ಲಿಸತಕ್ಕದ್ದು. <box>819 850 1280 872</box>
survey-number: 49/1 <box>1056 911 1092 922</box>
estimate-cost: Estimate Cost Rs. 7,65,000/- <box>117 975 257 988</box>
col-survey: ಸರ್ವೆ ನಂ <box>1056 876 1092 911</box>
board-logo-icon: ◎ <box>819 41 857 79</box>
survey-number: 61/1 <box>1056 955 1092 966</box>
color-dot <box>1208 2002 1220 2014</box>
survey-area: 0–31 <box>1092 911 1147 922</box>
row-number: 02 <box>12 1587 37 1712</box>
col-taluk: ತಾಲ್ಲೂಕು <box>932 876 968 911</box>
dues-value: ಬಾಕಿ ಮೊತ್ತ : ರೂ. 7,87,370/– <box>977 1707 1084 1718</box>
row-number: 1 <box>12 457 37 487</box>
estimate-cost: Estimate Cost Rs. 11,00,000/- <box>117 744 262 757</box>
reference-number: ಕ್ರ.ಸಂ/ಪುಚೆ/ಕಾ.ಎಸ್ 2.0/2025–26 <box>494 462 613 472</box>
survey-area: 0–19 <box>1092 1065 1147 1076</box>
bank-address: ಆಡಳಿತ ಕಛೇರಿ, ನಂ. 3, ಪಂಪಮಹಾಕವಿ ರಸ್ತೆ, ಚಾಮರಾಜಪೇಟೆ, ಬೆಂಗಳೂರು–18 <box>879 1351 1124 1361</box>
grant-source <box>37 584 114 639</box>
table-row <box>12 814 477 881</box>
notice-date: ಡಿಮ್ಯಾಂಡ್ ನೋಟೀಸ್ ದಿನಾಂಕ : 17.06.2025 <box>131 1589 226 1610</box>
kuwsdb-karwar-tender <box>810 32 1289 664</box>
work-2-text: ಕಾಮಗಾರಿ: 2025–26 ನೇ ಸಾಲಿನ ಕಾರವಾರ ನಗರದ ನೀರು ಸರಬರಾಜು ಯೋಜನೆಯ ನಿರ್ವಹಣೆ ಮತ್ತು ದುರಸ್ತಿ ಕಾಮಗಾರಿ. ಅಂದಾಜು ಮೊತ್ತ ರೂ. 3,74,550/– (ಜಿ.ಎಸ್.ಟಿ ಹೊರತುಪಡಿಸಿ), ಠೇವಣಿ ಮೊತ್ತ ರೂ. 11,500—00, ದರ ಪಟ್ಟಿಯ ಬೆಲೆ ರೂ. 1,500—00. <box>819 228 1280 253</box>
address-line: 3ನೇ ಅಡ್ಡ ರಸ್ತೆ, ಸರಸ್ವತಿಪುರಂ, ಮೈಸೂರು-09, ದೂರವಾಣಿ ಸಂಖ್ಯೆ : 0821-2543552 <box>139 66 419 77</box>
village: ಬನ್ನೇರುಘಟ್ಟ <box>1002 911 1056 1098</box>
indent-number: DMA/2025-26/ WS/WORK_ INDENT40564/ Call-3 <box>388 705 477 760</box>
notice-details <box>128 1462 255 1587</box>
dip-code: DIPR/BGM/RO NO-1133/KSMCA/2025-26 <box>496 847 656 857</box>
work-description: Construction of Public Toilet at Ward No 21 Behind Melrose School Devi Nagar in Raichur City (Continuation Work) <box>117 586 382 624</box>
borrower-name: ಶ್ರೀ. ರಮೇಶ್ <box>37 1462 128 1587</box>
indent-number: DMA/2025-26/ OW/WORK_ INDENT49837 <box>388 487 477 529</box>
signature: ಸಹಿ/– ಅಧಿಕೃತ ಅಧಿಕಾರಿ, ದಿ ಬೆಂಗಳೂರು ಸಿಟಿ ಕೋ-ಆಪರೇಟಿವ್ ಬ್ಯಾಂಕ್ ಲಿ. <box>413 1965 637 1975</box>
survey-number: 64/3 <box>1056 1065 1092 1076</box>
color-dot <box>132 2002 144 2014</box>
col-hobli: ಹೋಬಳಿ <box>968 876 1002 911</box>
indent-number: DMA/2025-26/ BR/WORK_ INDENT42033 /Call-4 <box>388 936 477 991</box>
established-line: ಸ್ಥಾಪನೆ: 1907 <box>665 1327 709 1336</box>
dues-value: ಬಾಕಿ ಮೊತ್ತ : ರೂ. 91,79,617/– <box>977 1582 1090 1593</box>
grant-source: ಮಹಾನಗರ ಪಾಲಿಕೆ ಅನುದಾನದಲ್ಲಿ <box>37 638 114 705</box>
